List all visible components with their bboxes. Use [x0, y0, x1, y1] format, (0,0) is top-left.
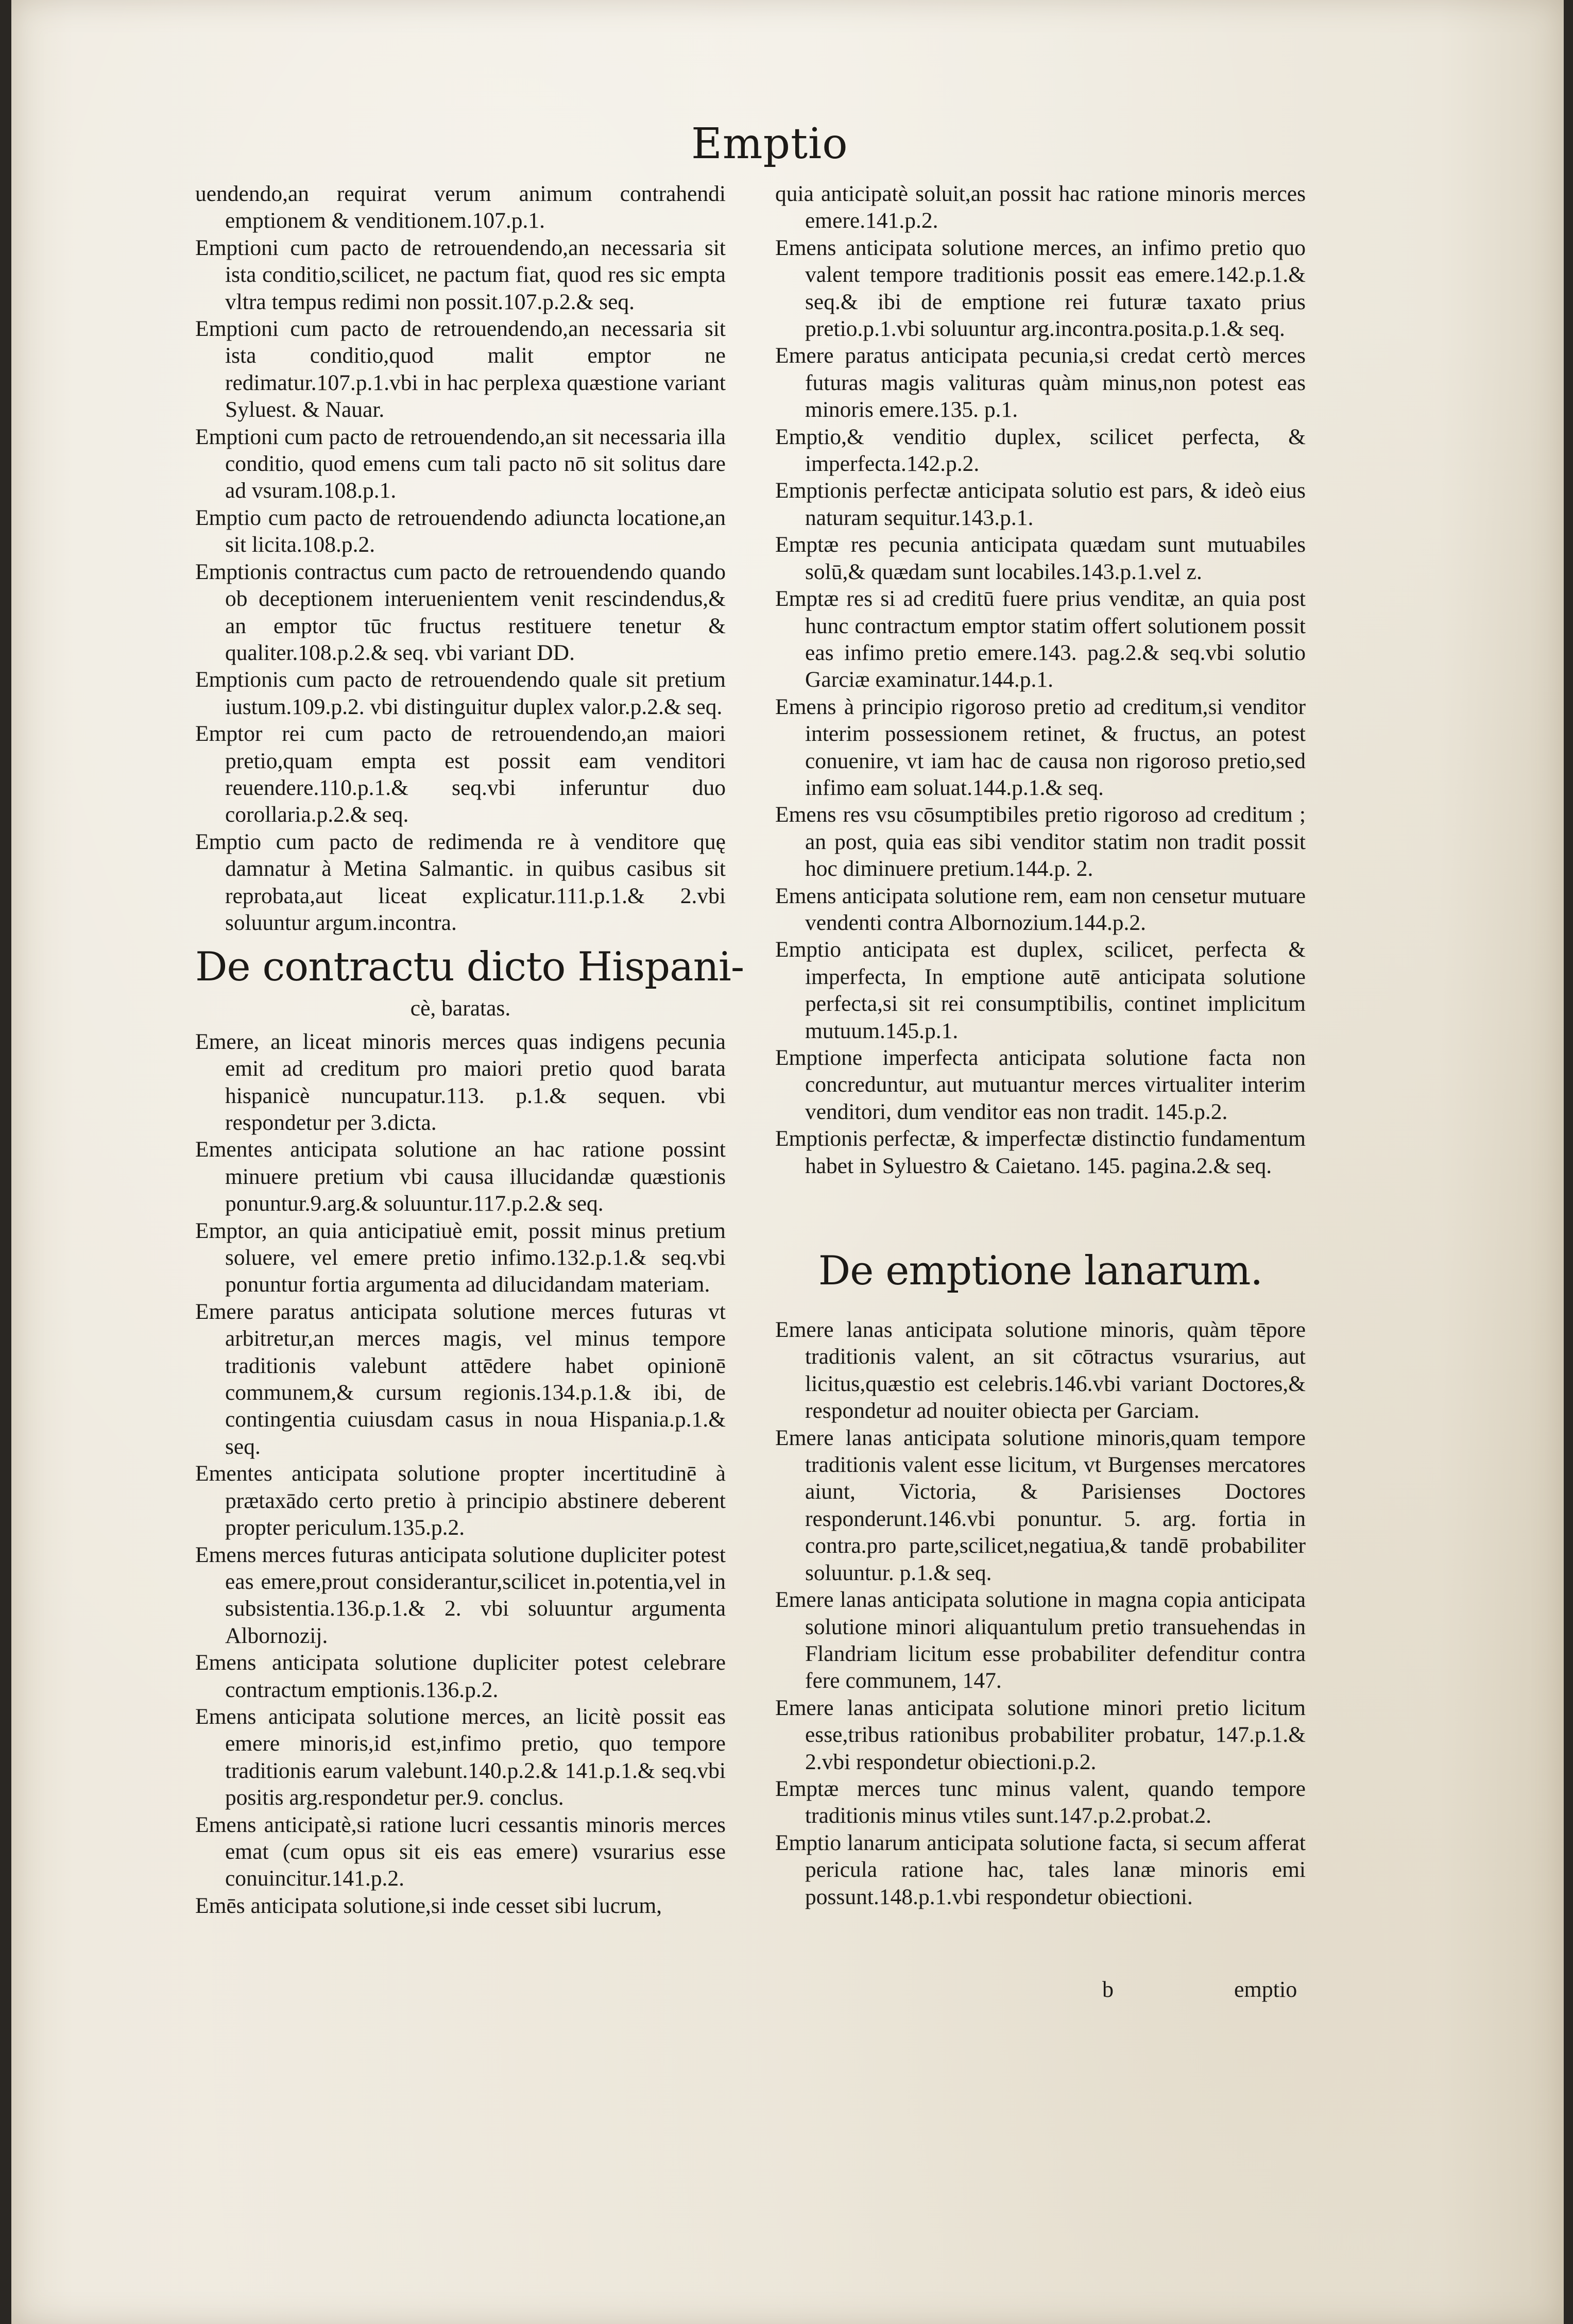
index-entry: Emptione imperfecta anticipata solutione facta non concreduntur, aut mutuantur merces virtualiter interim venditori, dum venditor eas non tradit. 145.p.2. — [775, 1045, 1306, 1124]
index-entry: Emens anticipatè,si ratione lucri cessantis minoris merces emat (cum opus sit eis eas emere) vsurarius esse conuincitur.141.p.2. — [195, 1812, 726, 1891]
index-entry: Emens anticipata solutione merces, an infimo pretio quo valent tempore traditionis possit eas emere.142.p.1.& seq.& ibi de emptione rei futuræ taxato prius pretio.p.1.vbi soluuntur arg.incontra.posita.p.1.& seq. — [775, 235, 1306, 342]
index-entry: Emptionis perfectæ anticipata solutio est pars, & ideò eius naturam sequitur.143.p.1. — [775, 478, 1306, 530]
index-entry: Emere lanas anticipata solutione minori pretio licitum esse,tribus rationibus probabiliter probatur, 147.p.1.& 2.vbi respondetur obiectioni.p.2. — [775, 1695, 1306, 1774]
index-entry: Emens merces futuras anticipata solutione dupliciter potest eas emere,prout considerantur,scilicet in.potentia,vel in subsistentia.136.p.1.& 2. vbi soluuntur argumenta Albornozij. — [195, 1542, 726, 1648]
section-heading: De emptione lanarum. — [818, 1248, 1263, 1295]
index-entry: Emptio cum pacto de retrouendendo adiuncta locatione,an sit licita.108.p.2. — [195, 505, 726, 557]
signature-mark: b — [1102, 1977, 1114, 2002]
right-column — [775, 180, 1306, 1910]
section-heading: De contractu dicto Hispani- — [195, 944, 744, 991]
index-entry: Emere lanas anticipata solutione minoris,quam tempore traditionis valent esse licitum, vt Burgenses mercatores aiunt, Victoria, & Parisienses Doctores responderunt.146.vbi ponuntur. 5. arg. fortia in contra.pro parte,scilicet,negatiua,& tandē probabiliter soluuntur. p.1.& seq. — [775, 1425, 1306, 1585]
catchword: emptio — [1234, 1977, 1297, 2002]
index-entry: Emptor, an quia anticipatiuè emit, possit minus pretium soluere, vel emere pretio infimo.132.p.1.& seq.vbi ponuntur fortia argumenta ad dilucidandam materiam. — [195, 1218, 726, 1297]
book-page — [11, 0, 1564, 2324]
index-entry: Emptionis perfectæ, & imperfectæ distinctio fundamentum habet in Syluestro & Caietano. 145. pagina.2.& seq. — [775, 1126, 1306, 1178]
index-entry: Emptæ res pecunia anticipata quædam sunt mutuabiles solū,& quædam sunt locabiles.143.p.1.vel z. — [775, 532, 1306, 584]
index-entry: Emens à principio rigoroso pretio ad creditum,si venditor interim possessionem retinet, & fructus, an potest conuenire, vt iam hac de causa non rigoroso pretio,sed infimo eam soluat.144.p.1.& seq. — [775, 694, 1306, 800]
index-entry: uendendo,an requirat verum animum contrahendi emptionem & venditionem.107.p.1. — [195, 181, 726, 233]
index-entry: Emptæ res si ad creditū fuere prius venditæ, an quia post hunc contractum emptor statim offert solutionem possit eas infimo pretio emere.143. pag.2.& seq.vbi solutio Garciæ examinatur.144.p.1. — [775, 586, 1306, 692]
index-entry: Emptioni cum pacto de retrouendendo,an necessaria sit ista conditio,quod malit emptor ne redimatur.107.p.1.vbi in hac perplexa quæstione variant Syluest. & Nauar. — [195, 316, 726, 422]
index-entry: Emptioni cum pacto de retrouendendo,an necessaria sit ista conditio,scilicet, ne pactum fiat, quod res sic empta vltra tempus redimi non possit.107.p.2.& seq. — [195, 235, 726, 314]
index-entry: Ementes anticipata solutione an hac ratione possint minuere pretium vbi causa illucidandæ quæstionis ponuntur.9.arg.& soluuntur.117.p.2.& seq. — [195, 1137, 726, 1216]
running-head: Emptio — [691, 120, 848, 168]
index-entry: Emere lanas anticipata solutione in magna copia anticipata solutione minori aliquantulum pretio transuehendas in Flandriam licitum esse probabiliter defenditur contra fere communem, 147. — [775, 1587, 1306, 1693]
index-entry: Emens anticipata solutione merces, an licitè possit eas emere minoris,id est,infimo pretio, quo tempore traditionis earum valebunt.140.p.2.& 141.p.1.& seq.vbi positis arg.respondetur per.9. conclus. — [195, 1704, 726, 1810]
index-entry: Emere, an liceat minoris merces quas indigens pecunia emit ad creditum pro maiori pretio quod barata hispanicè nuncupatur.113. p.1.& sequen. vbi respondetur per 3.dicta. — [195, 1029, 726, 1135]
index-entry: Emptionis cum pacto de retrouendendo quale sit pretium iustum.109.p.2. vbi distinguitur duplex valor.p.2.& seq. — [195, 667, 726, 719]
index-entry: Emptæ merces tunc minus valent, quando tempore traditionis minus vtiles sunt.147.p.2.probat.2. — [775, 1776, 1306, 1828]
index-entry: Ementes anticipata solutione propter incertitudinē à prætaxādo certo pretio à principio abstinere deberent propter periculum.135.p.2. — [195, 1461, 726, 1540]
index-entry: Emptionis contractus cum pacto de retrouendendo quando ob deceptionem interuenientem venit rescindendus,& an emptor tūc fructus restituere tenetur & qualiter.108.p.2.& seq. vbi variant DD. — [195, 559, 726, 665]
index-entry: Emens res vsu cōsumptibiles pretio rigoroso ad creditum ; an post, quia eas sibi venditor statim non tradit possit hoc diminuere pretium.144.p. 2. — [775, 802, 1306, 881]
left-column — [195, 180, 744, 1919]
section-heading-continuation: cè, baratas. — [410, 996, 511, 1021]
index-entry: Emere paratus anticipata pecunia,si credat certò merces futuras magis valituras quàm minus,non potest eas minoris emere.135. p.1. — [775, 343, 1306, 422]
index-entry: Emptio anticipata est duplex, scilicet, perfecta & imperfecta, In emptione autē anticipata solutione perfecta,si sit rei consumptibilis, continet implicitum mutuum.145.p.1. — [775, 937, 1306, 1043]
index-entry: Emptio lanarum anticipata solutione facta, si secum afferat pericula ratione hac, tales lanæ minoris emi possunt.148.p.1.vbi respondetur obiectioni. — [775, 1830, 1306, 1909]
index-entry: quia anticipatè soluit,an possit hac ratione minoris merces emere.141.p.2. — [775, 181, 1306, 233]
index-entry: Emere lanas anticipata solutione minoris, quàm tēpore traditionis valent, an sit cōtractus vsurarius, aut licitus,quæstio est celebris.146.vbi variant Doctores,& respondetur ad nouiter obiecta per Garciam. — [775, 1317, 1306, 1423]
index-entry: Emens anticipata solutione rem, eam non censetur mutuare vendenti contra Albornozium.144.p.2. — [775, 883, 1306, 935]
index-entry: Emptio,& venditio duplex, scilicet perfecta, & imperfecta.142.p.2. — [775, 424, 1306, 477]
index-entry: Emptioni cum pacto de retrouendendo,an sit necessaria illa conditio, quod emens cum tali pacto nō sit solitus dare ad vsuram.108.p.1. — [195, 424, 726, 503]
index-entry: Emēs anticipata solutione,si inde cesset sibi lucrum, — [195, 1893, 662, 1918]
index-entry: Emptor rei cum pacto de retrouendendo,an maiori pretio,quam empta est possit eam venditori reuendere.110.p.1.& seq.vbi inferuntur duo corollaria.p.2.& seq. — [195, 721, 726, 827]
index-entry: Emens anticipata solutione dupliciter potest celebrare contractum emptionis.136.p.2. — [195, 1650, 726, 1702]
index-entry: Emere paratus anticipata solutione merces futuras vt arbitretur,an merces magis, vel minus tempore traditionis valebunt attēdere habet opinionē communem,& cursum regionis.134.p.1.& ibi, de contingentia cuiusdam casus in noua Hispania.p.1.& seq. — [195, 1299, 726, 1459]
index-entry: Emptio cum pacto de redimenda re à venditore quę damnatur à Metina Salmantic. in quibus casibus sit reprobata,aut liceat explicatur.111.p.1.& 2.vbi soluuntur argum.incontra. — [195, 829, 726, 935]
